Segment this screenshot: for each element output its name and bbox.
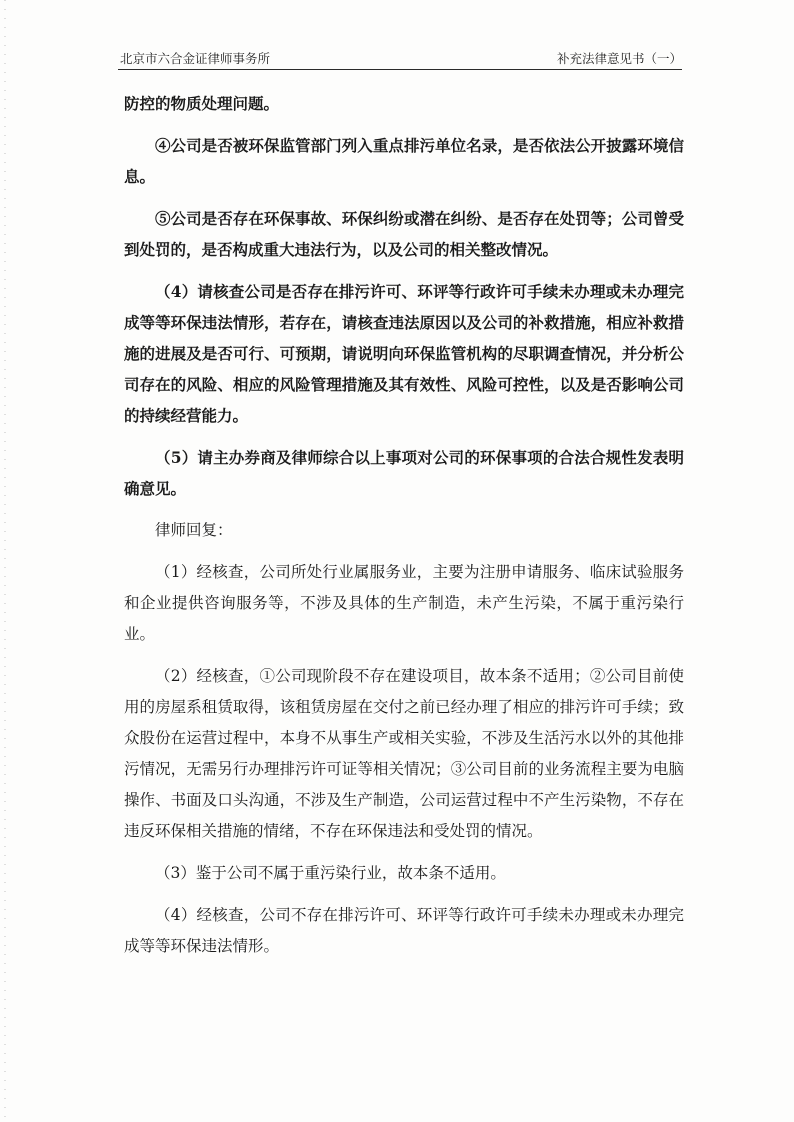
page-header: [118, 47, 682, 70]
header-firm-name: 北京市六合金证律师事务所: [120, 51, 271, 66]
paragraph-reply-4: （4）经核查，公司不存在排污许可、环评等行政许可手续未办理或未办理完成等等环保违法情形。: [124, 906, 684, 955]
scan-edge-artifact: [4, 0, 6, 1122]
paragraph-question-4-item-5: ⑤公司是否存在环保事故、环保纠纷或潜在纠纷、是否存在处罚等；公司曾受到处罚的，是否构成重大违法行为，以及公司的相关整改情况。: [124, 209, 684, 259]
paragraph-continuation: 防控的物质处理问题。: [124, 94, 280, 113]
paragraph-question-4-sub-5: （5）请主办券商及律师综合以上事项对公司的环保事项的合法合规性发表明确意见。: [124, 448, 684, 498]
paragraph-question-4-item-4: ④公司是否被环保监管部门列入重点排污单位名录，是否依法公开披露环境信息。: [124, 136, 684, 186]
paragraph-reply-1: （1）经核查，公司所处行业属服务业，主要为注册申请服务、临床试验服务和企业提供咨询服务等，不涉及具体的生产制造，未产生污染，不属于重污染行业。: [124, 563, 684, 643]
paragraph-lawyer-reply-heading: 律师回复：: [155, 521, 233, 539]
paragraph-question-4-sub-4: （4）请核查公司是否存在排污许可、环评等行政许可手续未办理或未办理完成等等环保违法情形，若存在，请核查违法原因以及公司的补救措施，相应补救措施的进展及是否可行、可预期，请说明向环保监管机构的尽职调查情况，并分析公司存在的风险、相应的风险管理措施及其有效性、风险可控性，以及是否影响公司的持续经营能力。: [124, 282, 684, 425]
paragraph-reply-3: （3）鉴于公司不属于重污染行业，故本条不适用。: [155, 864, 506, 882]
paragraph-reply-2: （2）经核查，①公司现阶段不存在建设项目，故本条不适用；②公司目前使用的房屋系租赁取得，该租赁房屋在交付之前已经办理了相应的排污许可手续；致众股份在运营过程中，本身不从事生产或相关实验，不涉及生活污水以外的其他排污情况，无需另行办理排污许可证等相关情况；③公司目前的业务流程主要为电脑操作、书面及口头沟通，不涉及生产制造，公司运营过程中不产生污染物，不存在违反环保相关措施的情绪，不存在环保违法和受处罚的情况。: [124, 667, 684, 840]
header-document-title: 补充法律意见书（一）: [556, 51, 682, 66]
document-body: [124, 88, 684, 973]
